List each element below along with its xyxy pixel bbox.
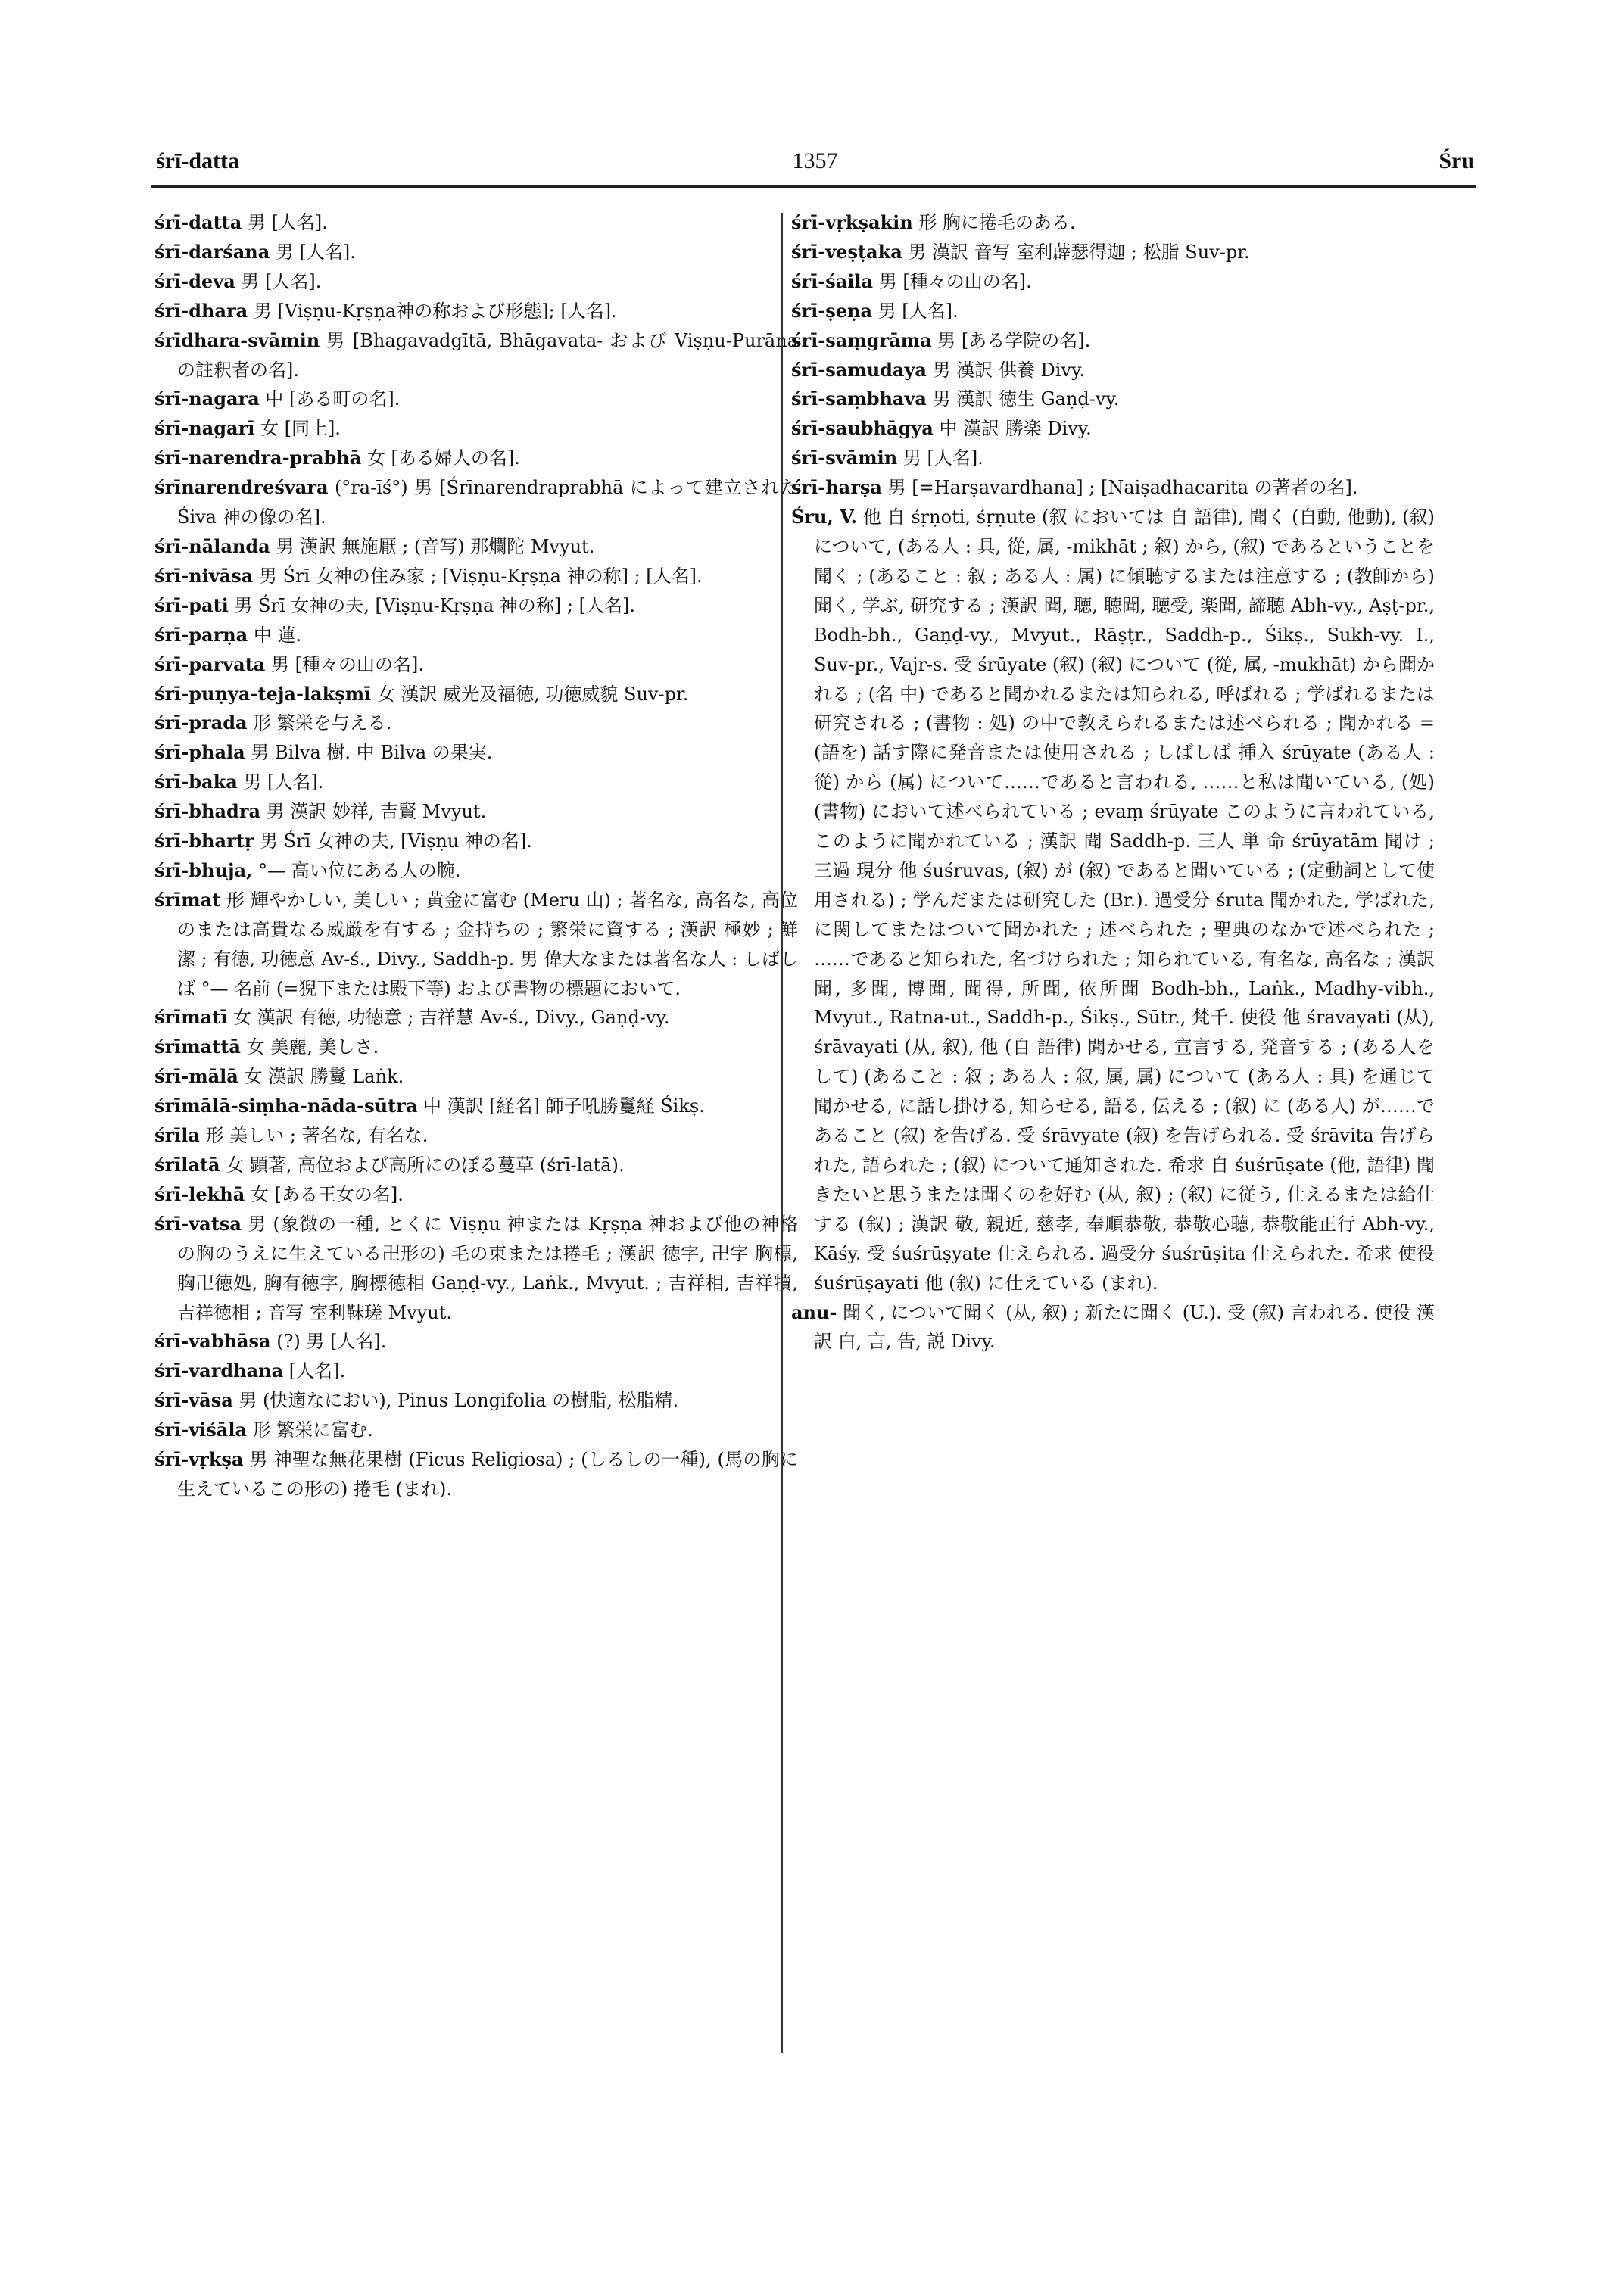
dictionary-entry — [154, 1033, 798, 1062]
definition: 女 [同上]. — [254, 418, 341, 440]
dictionary-entry — [791, 444, 1435, 473]
dictionary-entry — [154, 797, 798, 827]
dictionary-entry — [154, 326, 798, 385]
dictionary-entry — [154, 238, 798, 267]
right-column — [791, 208, 1435, 1357]
definition: [人名]. — [283, 1360, 346, 1382]
headword: śrī-vṛkṣakin — [791, 211, 913, 233]
definition: 聞く, について聞く (从, 叙) ; 新たに聞く (U.). 受 (叙) 言われる. 使役 漢訳 白, 言, 告, 説 Divy. — [814, 1301, 1435, 1353]
definition: 男 [人名]. — [237, 771, 324, 793]
dictionary-entry — [154, 1386, 798, 1416]
definition: 女 漢訳 有徳, 功徳意 ; 吉祥慧 Av-ś., Divy., Gaṇḍ-vy. — [227, 1007, 670, 1029]
definition: 女 漢訳 勝鬘 Laṅk. — [238, 1066, 404, 1088]
right-guide-word: Śru — [1439, 148, 1474, 173]
headword: śrī-vṛkṣa — [154, 1448, 244, 1471]
headword: śrī-deva — [154, 269, 235, 292]
definition: 女 美麗, 美しさ. — [240, 1036, 379, 1058]
headword: śrīmatī — [154, 1006, 228, 1029]
headword: śrīdhara-svāmin — [154, 329, 320, 351]
dictionary-entry — [154, 650, 798, 680]
dictionary-entry — [154, 709, 798, 738]
dictionary-entry — [154, 1062, 798, 1092]
headword: śrī-vatsa — [154, 1212, 242, 1235]
definition: 男 漢訳 徳生 Gaṇḍ-vy. — [926, 388, 1120, 410]
definition: 男 [人名]. — [235, 270, 322, 292]
dictionary-entry — [791, 238, 1435, 267]
definition: 女 漢訳 威光及福徳, 功徳威貌 Suv-pr. — [371, 683, 689, 705]
definition: 女 顕著, 高位および高所にのぼる蔓草 (śrī-latā). — [220, 1154, 625, 1176]
dictionary-entry — [154, 827, 798, 856]
definition: 男 漢訳 供養 Divy. — [926, 359, 1085, 381]
definition: 形 美しい ; 著名な, 有名な. — [199, 1125, 429, 1147]
dictionary-entry — [154, 1210, 798, 1328]
header-rule — [151, 185, 1476, 188]
dictionary-entry — [154, 473, 798, 532]
definition: 男 [種々の山の名]. — [873, 270, 1032, 292]
dictionary-entry — [154, 444, 798, 473]
dictionary-entry — [154, 208, 798, 238]
headword: śrī-svāmin — [791, 447, 898, 469]
dictionary-entry — [791, 208, 1435, 238]
definition: 女 [ある婦人の名]. — [361, 447, 520, 469]
headword: śrī-vabhāsa — [154, 1330, 271, 1353]
dictionary-entry — [154, 1003, 798, 1033]
dictionary-entry — [791, 1298, 1435, 1357]
headword: śrī-samudaya — [791, 358, 927, 381]
headword: śrī-vardhana — [154, 1360, 284, 1382]
headword: śrīla — [154, 1124, 200, 1147]
headword: Śru, V. — [791, 506, 858, 528]
definition: 形 胸に捲毛のある. — [912, 212, 1076, 233]
definition: 男 Śrī 女神の夫, [Viṣṇu 神の名]. — [254, 830, 532, 852]
dictionary-entry — [791, 326, 1435, 356]
dictionary-entry — [154, 1180, 798, 1210]
dictionary-entry — [154, 1121, 798, 1151]
headword: śrī-narendra-prabhā — [154, 447, 362, 469]
headword: śrī-saṃgrāma — [791, 329, 932, 351]
headword: śrī-nivāsa — [154, 564, 254, 587]
headword: śrī-nagara — [154, 388, 260, 410]
headword: śrīlatā — [154, 1154, 220, 1176]
definition: 中 漢訳 勝楽 Divy. — [933, 418, 1092, 440]
definition: 中 蓮. — [248, 624, 302, 646]
headword: śrī-prada — [154, 712, 248, 734]
definition: 男 [Bhagavadgītā, Bhāgavata- および Viṣṇu-Purāṇa の註釈者の名]. — [177, 329, 798, 381]
headword: śrī-parṇa — [154, 623, 248, 646]
headword: śrī-lekhā — [154, 1182, 245, 1205]
headword: śrī-ṣeṇa — [791, 299, 873, 322]
headword: śrī-darśana — [154, 240, 270, 263]
headword: śrī-dhara — [154, 299, 248, 322]
dictionary-entry — [154, 621, 798, 650]
running-head — [156, 144, 1474, 179]
headword: śrī-veṣṭaka — [791, 240, 902, 263]
headword: śrī-baka — [154, 771, 238, 793]
definition: 他 自 śṛṇoti, śṛṇute (叙 においては 自 語律), 聞く (自動, 他動), (叙) について, (ある人 : 具, 從, 属, -mikhāt ; 叙) から, (叙) であるということを聞く ; (あること : 叙 ; ある人 : 属) に傾聴するまたは注意する ; (教師から) 聞く, 学ぶ, 研究する ; 漢訳 聞, 聴, 聴聞, 聴受, 楽聞, 諦聴 Abh-vy., Aṣṭ-pr., Bodh-bh., Gaṇḍ-vy., Mvyut., Rāṣṭr., Saddh-p., Śikṣ., Sukh-vy. I., Suv-pr., Vajr-s. 受 śrūyate (叙) (叙) について (從, 属, -mukhāt) から聞かれる ; (名 中) であると聞かれるまたは知られる, 呼ばれる ; 学ばれるまたは研究される ; (書物 : 処) の中で教えられるまたは述べられる ; 聞かれる = (語を) 話す際に発音または使用される ; しばしば 挿入 śrūyate (ある人 : 從) から (属) について……であると言われる, ……と私は聞いている, (処) (書物) において述べられている ; evaṃ śrūyate このように言われている, このように聞かれている ; 漢訳 聞 Saddh-p. 三人 単 命 śrūyatām 聞け ; 三過 現分 他 śuśruvas, (叙) が (叙) であると聞いている ; (定動詞として使用される) ; 学んだまたは研究した (Br.). 過受分 śruta 聞かれた, 学ばれた, に関してまたはついて聞かれた ; 述べられた ; 聖典のなかで述べられた ; ……であると知られた, 名づけられた ; 知られている, 有名な, 高名な ; 漢訳 聞, 多聞, 博聞, 聞得, 所聞, 依所聞 Bodh-bh., Laṅk., Madhy-vibh., Mvyut., Ratna-ut., Saddh-p., Śikṣ., Sūtr., 梵千. 使役 他 śravayati (从), śrāvayati (从, 叙), 他 (自 語律) 聞かせる, 宣言する, 発音する ; (ある人をして) (あること : 叙 ; ある人 : 叙, 属, 属) について (ある人 : 具) を通じて聞かせる, に話し掛ける, 知らせる, 語る, 伝える ; (叙) に (ある人) が……であること (叙) を告げる. 受 śrāvyate (叙) を告げられる. 受 śrāvita 告げられた, 語られた ; (叙) について通知された. 希求 自 śuśrūṣate (他, 語律) 聞きたいと思うまたは聞くのを好む (从, 叙) ; (叙) に従う, 仕えるまたは給仕する (叙) ; 漢訳 敬, 親近, 慈孝, 奉順恭敬, 恭敬心聴, 恭敬能正行 Abh-vy., Kāśy. 受 śuśrūṣyate 仕えられる. 過受分 śuśrūṣita 仕えられた. 希求 使役 śuśrūṣayati 他 (叙) に仕えている (まれ). — [814, 506, 1435, 1294]
headword: śrī-harṣa — [791, 476, 882, 499]
headword: śrī-datta — [154, 211, 242, 233]
definition: 形 輝やかしい, 美しい ; 黄金に富む (Meru 山) ; 著名な, 高名な, 高位のまたは高貴なる威厳を有する ; 金持ちの ; 繁栄に資する ; 漢訳 極妙 ; 鮮潔 ; 有徳, 功徳意 Av-ś., Divy., Saddh-p. 男 偉大なまたは著名な人 : しばしば °— 名前 (=猊下または殿下等) および書物の標題において. — [177, 889, 798, 999]
headword: śrī-śaila — [791, 269, 874, 292]
dictionary-entry — [154, 1416, 798, 1445]
headword: śrī-pati — [154, 594, 229, 616]
headword: śrī-mālā — [154, 1065, 238, 1088]
dictionary-entry — [154, 532, 798, 562]
dictionary-entry — [154, 267, 798, 297]
headword: śrī-bhuja, — [154, 858, 253, 881]
dictionary-entry — [154, 1092, 798, 1121]
headword: śrī-puṇya-teja-lakṣmī — [154, 682, 372, 705]
dictionary-entry — [791, 414, 1435, 444]
definition: 男 [人名]. — [242, 212, 328, 233]
dictionary-entry — [154, 297, 798, 326]
dictionary-entry — [791, 267, 1435, 297]
definition: 男 漢訳 音写 室利薜瑟得迦 ; 松脂 Suv-pr. — [902, 241, 1250, 263]
dictionary-entry — [154, 591, 798, 621]
definition: (?) 男 [人名]. — [270, 1331, 387, 1353]
definition: 男 (象徴の一種, とくに Viṣṇu 神または Kṛṣṇa 神および他の神格の胸のうえに生えている卍形の) 毛の束または捲毛 ; 漢訳 徳字, 卍字 胸標, 胸卍徳処, 胸有徳字, 胸標徳相 Gaṇḍ-vy., Laṅk., Mvyut. ; 吉祥相, 吉祥犢, 吉祥徳相 ; 音写 室利靺瑳 Mvyut. — [177, 1213, 798, 1323]
headword: śrī-bhadra — [154, 800, 260, 823]
headword: śrī-vāsa — [154, 1389, 233, 1412]
definition: 男 [種々の山の名]. — [265, 653, 424, 675]
dictionary-entry — [154, 680, 798, 709]
dictionary-entry — [154, 768, 798, 797]
dictionary-entry — [791, 385, 1435, 414]
dictionary-entry — [154, 385, 798, 414]
headword: śrīmattā — [154, 1036, 241, 1058]
dictionary-entry — [791, 473, 1435, 503]
headword: śrī-phala — [154, 741, 245, 764]
column-divider — [781, 213, 783, 2053]
definition: 形 繁栄に富む. — [247, 1419, 373, 1441]
headword: śrīmālā-siṃha-nāda-sūtra — [154, 1095, 418, 1117]
headword: śrīmat — [154, 888, 221, 911]
definition: 男 [人名]. — [872, 300, 959, 322]
definition: °— 高い位にある人の腕. — [252, 859, 461, 881]
headword: śrī-nagarī — [154, 417, 255, 440]
definition: 男 [ある学院の名]. — [931, 329, 1091, 351]
definition: 男 漢訳 妙祥, 吉賢 Mvyut. — [260, 801, 487, 823]
dictionary-entry — [791, 297, 1435, 326]
headword: śrī-parvata — [154, 653, 266, 675]
headword: śrī-viśāla — [154, 1419, 248, 1441]
definition: 男 漢訳 無施厭 ; (音写) 那爛陀 Mvyut. — [270, 535, 595, 557]
dictionary-entry — [154, 1151, 798, 1180]
definition: 男 Śrī 女神の夫, [Viṣṇu-Kṛṣṇa 神の称] ; [人名]. — [228, 594, 635, 616]
headword: śrīnarendreśvara — [154, 476, 329, 499]
dictionary-entry — [154, 414, 798, 444]
dictionary-entry — [154, 856, 798, 886]
definition: 男 Śrī 女神の住み家 ; [Viṣṇu-Kṛṣṇa 神の称] ; [人名]. — [253, 565, 703, 587]
left-guide-word: śrī-datta — [156, 148, 239, 173]
dictionary-entry — [791, 503, 1435, 1298]
page-number: 1357 — [792, 148, 838, 173]
dictionary-entry — [154, 1357, 798, 1386]
headword: śrī-saubhāgya — [791, 417, 934, 440]
dictionary-entry — [154, 1445, 798, 1504]
dictionary-entry — [154, 1327, 798, 1357]
headword: śrī-nālanda — [154, 534, 270, 557]
headword: śrī-bhartṛ — [154, 830, 254, 852]
definition: (°ra-īś°) 男 [Śrīnarendraprabhā によって建立された Śiva 神の像の名]. — [177, 477, 798, 528]
definition: 男 [人名]. — [897, 447, 983, 469]
definition: 女 [ある王女の名]. — [245, 1183, 404, 1205]
definition: 中 [ある町の名]. — [259, 388, 401, 410]
definition: 男 神聖な無花果樹 (Ficus Religiosa) ; (しるしの一種), (馬の胸に生えているこの形の) 捲毛 (まれ). — [177, 1449, 798, 1500]
definition: 男 [=Harṣavardhana] ; [Naiṣadhacarita の著者の名]. — [881, 477, 1358, 499]
definition: 男 [人名]. — [270, 241, 356, 263]
definition: 形 繁栄を与える. — [247, 712, 392, 734]
dictionary-entry — [791, 356, 1435, 385]
definition: 男 Bilva 樹. 中 Bilva の果実. — [245, 742, 493, 764]
dictionary-entry — [154, 886, 798, 1004]
definition: 男 (快適なにおい), Pinus Longifolia の樹脂, 松脂精. — [232, 1390, 679, 1412]
headword: anu- — [791, 1301, 837, 1323]
definition: 中 漢訳 [経名] 師子吼勝鬘経 Śikṣ. — [417, 1095, 705, 1117]
headword: śrī-saṃbhava — [791, 388, 927, 410]
definition: 男 [Viṣṇu-Kṛṣṇa神の称および形態]; [人名]. — [248, 300, 617, 322]
dictionary-entry — [154, 738, 798, 768]
left-column — [154, 208, 798, 1504]
dictionary-entry — [154, 562, 798, 591]
